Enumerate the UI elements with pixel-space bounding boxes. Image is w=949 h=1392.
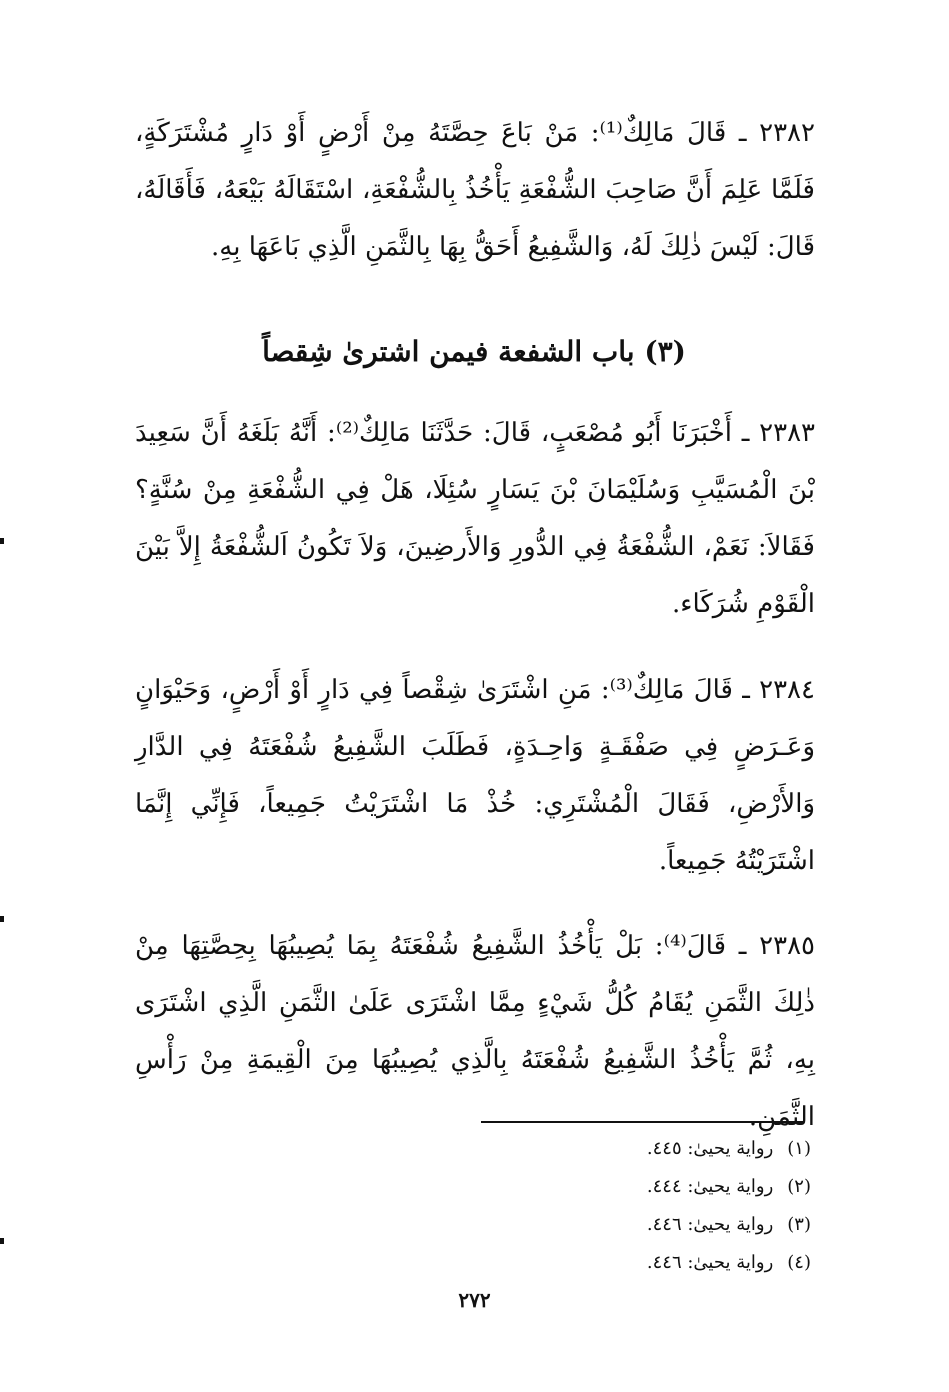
scan-margin-mark [0, 1238, 4, 1244]
footnote-item [411, 1130, 811, 1168]
footnote-text: رواية يحيىٰ: ٤٤٤. [646, 1176, 774, 1197]
footnote-item [411, 1244, 811, 1282]
chapter-heading: (٣) باب الشفعة فيمن اشترىٰ شِقصاً [262, 335, 686, 368]
paragraph-2384: ٢٣٨٤ ـ قَالَ مَالِكٌ⁽³⁾: مَنِ اشْتَرَىٰ شِقْصاً فِي دَارٍ أَوْ أَرْضٍ، وَحَيْوَانٍ وَعَـرَضٍ فِي صَفْقَـةٍ وَاحِـدَةٍ، فَطَلَبَ الشَّفِيعُ شُفْعَتَهُ فِي الدَّارِ وَالأَرْضِ، فَقَالَ الْمُشْتَرِي: خُذْ مَا اشْتَرَيْتُ جَمِيعاً، فَإِنِّي إِنَّمَا اشْتَرَيْتُهُ جَمِيعاً. [135, 675, 815, 876]
footnote-item [411, 1206, 811, 1244]
scan-margin-mark [0, 916, 4, 922]
page-number: ٢٧٢ [458, 1288, 491, 1312]
footnote-item [411, 1168, 811, 1206]
footnote-number: (٤) [787, 1252, 811, 1273]
footnote-number: (٣) [787, 1214, 811, 1235]
paragraph-2383: ٢٣٨٣ ـ أَخْبَرَنَا أَبُو مُصْعَبٍ، قَالَ: حَدَّثَنَا مَالِكٌ⁽²⁾: أَنَّهُ بَلَغَهُ أَنَّ سَعِيدَ بْنَ الْمُسَيَّبِ وَسُلَيْمَانَ بْنَ يَسَارٍ سُئِلَا، هَلْ فِي الشُّفْعَةِ مِنْ سُنَّةٍ؟ فَقَالاَ: نَعَمْ، الشُّفْعَةُ فِي الدُّورِ وَالأَرضِينَ، وَلاَ تَكُونُ اَلشُّفْعَةُ إِلاَّ بَيْنَ الْقَوْمِ شُرَكَاء. [135, 418, 815, 619]
footnote-divider [481, 1121, 804, 1123]
scan-margin-mark [0, 538, 4, 544]
paragraph-2382: ٢٣٨٢ ـ قَالَ مَالِكٌ⁽¹⁾: مَنْ بَاعَ حِصَّتَهُ مِنْ أَرْضٍ أَوْ دَارٍ مُشْتَرَكَةٍ، فَلَمَّا عَلِمَ أَنَّ صَاحِبَ الشُّفْعَةِ يَأْخُذُ بِالشُّفْعَةِ، اسْتَقَالَهُ بَيْعَهُ، فَأَقَالَهُ، قَالَ: لَيْسَ ذٰلِكَ لَهُ، وَالشَّفِيعُ أَحَقُّ بِهَا بِالثَّمَنِ الَّذِي بَاعَهَا بِهِ. [135, 118, 815, 262]
footnotes-list [411, 1130, 811, 1282]
footnote-number: (١) [787, 1138, 811, 1159]
paragraph-2385: ٢٣٨٥ ـ قَالَ⁽⁴⁾: بَلْ يَأْخُذُ الشَّفِيعُ شُفْعَتَهُ بِمَا يُصِيبُهَا بِحِصَّتِهَا مِنْ ذٰلِكَ الثَّمَنِ يُقَامُ كُلُّ شَيْءٍ مِمَّا اشْتَرَى عَلَىٰ الثَّمَنِ الَّذِي اشْتَرَى بِهِ، ثُمَّ يَأْخُذُ الشَّفِيعُ شُفْعَتَهُ بِالَّذِي يُصِيبُهَا مِنَ الْقِيمَةِ مِنْ رَأْسِ الثَّمَنِ. [135, 931, 815, 1132]
footnote-text: رواية يحيىٰ: ٤٤٦. [646, 1214, 774, 1235]
footnote-text: رواية يحيىٰ: ٤٤٦. [646, 1252, 774, 1273]
footnote-number: (٢) [787, 1176, 811, 1197]
footnote-text: رواية يحيىٰ: ٤٤٥. [646, 1138, 774, 1159]
